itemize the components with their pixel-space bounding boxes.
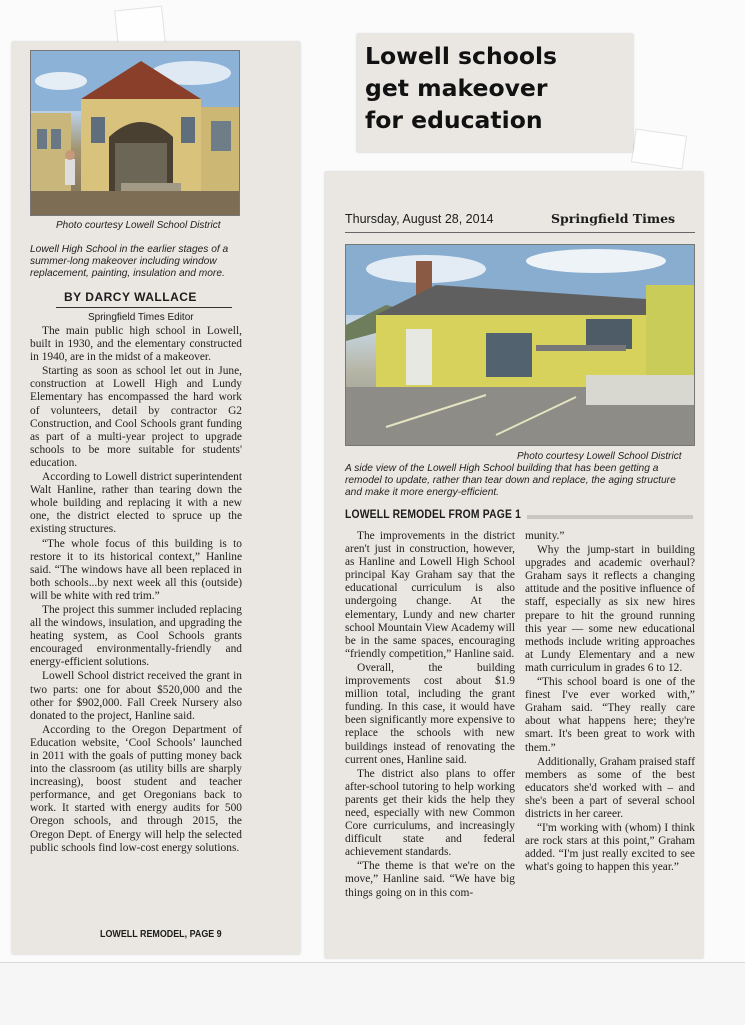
section-head: LOWELL REMODEL FROM PAGE 1	[345, 509, 522, 521]
paragraph: “This school board is one of the finest I've ever worked with,” Graham said. “They really care about what happens here; they're smart. It's been great to work with them.”	[525, 676, 695, 754]
paragraph: The district also plans to offer after-school tutoring to help working parents get their kids the help they need, especially with new Common Core curriculums, and increasingly difficult state and federal achievement standards.	[345, 767, 515, 859]
tape-piece	[631, 129, 687, 170]
photo-credit: Photo courtesy Lowell School District	[56, 220, 221, 231]
article-body-col2	[525, 530, 695, 875]
paragraph: Additionally, Graham praised staff members as some of the best educators she'd worked with – and she's been a part of several school districts in her career.	[525, 755, 695, 820]
paragraph: According to Lowell district superintendent Walt Hanline, rather than tearing down the whole building and replacing it with a new one, the district elected to spruce up the existing structures.	[30, 471, 242, 536]
photo-caption: A side view of the Lowell High School building that has been getting a remodel to update, rather than tear down and replace, the aging structure and make it more energy-efficient.	[345, 463, 676, 498]
headline	[365, 40, 629, 136]
article-body	[30, 325, 242, 856]
paragraph: The project this summer included replacing all the windows, insulation, and upgrading the heating system, as Cool Schools grants encouraged environmentally-friendly and energy-efficient solutions.	[30, 603, 242, 669]
headline-line: Lowell schools	[365, 42, 558, 70]
jump-line: LOWELL REMODEL, PAGE 9	[100, 928, 222, 940]
school-side-photo	[345, 244, 695, 446]
byline-title: Springfield Times Editor	[88, 312, 194, 323]
dateline: Thursday, August 28, 2014	[345, 212, 494, 226]
newspaper-name: Springfield Times	[551, 211, 676, 226]
paragraph: Overall, the building improvements cost about $1.9 million total, including the grant funding. In this case, it would have been significantly more expensive to replace the schools with new buildings instead of renovating the current ones, Hanline said.	[345, 661, 515, 766]
paragraph: According to the Oregon Department of Education website, ‘Cool Schools’ launched in 2011 with the goals of putting money back into the classroom (as utility bills are sharply increasing), boost student and teacher performance, and get Oregonians back to work. It started with energy audits for 500 Oregon schools, and through 2015, the Oregon Dept. of Energy will help the selected public schools find low-cost energy solutions.	[30, 723, 242, 854]
paragraph: “The theme is that we're on the move,” Hanline said. “We have big things going on in this com-	[345, 860, 515, 899]
section-rule	[527, 515, 693, 519]
headline-clipping	[357, 34, 633, 152]
byline-rule	[56, 307, 232, 308]
masthead-rule	[345, 232, 695, 233]
left-article-clipping	[12, 42, 300, 954]
scanner-margin	[0, 962, 745, 1025]
paragraph: “The whole focus of this building is to restore it to its historical context,” Hanline said. “The windows have all been replaced in both schools...by next week all this (outside) will be white with red trim.”	[30, 537, 242, 602]
paragraph: Why the jump-start in building upgrades and academic overhaul? Graham says it reflects a changing attitude and the positive influence of staff, especially as six new hires prepare to hit the ground running this year — some new educational methods include writing approaches at Lundy Elementary and a new math curriculum in grades 6 to 12.	[525, 544, 695, 674]
paragraph: Starting as soon as school let out in June, construction at Lowell High and Lundy Elementary has encompassed the hard work of volunteers, detail by contractor G2 Construction, and Cool Schools grant funding as part of a multi-year project to upgrade schools to be more suitable for students' education.	[30, 365, 242, 469]
photo-caption: Lowell High School in the earlier stages of a summer-long makeover including window replacement, painting, insulation and more.	[30, 244, 229, 279]
photo-credit: Photo courtesy Lowell School District	[517, 451, 682, 462]
byline: BY DARCY WALLACE	[64, 290, 197, 304]
school-front-photo	[30, 50, 240, 216]
headline-line: get makeover	[365, 74, 548, 102]
right-article-clipping	[325, 172, 703, 958]
paragraph: Lowell School district received the grant in two parts: one for about $520,000 and the other for $902,000. Fall Creek Nursery also donated to the project, Hanline said.	[30, 670, 242, 722]
headline-line: for education	[365, 106, 543, 134]
paragraph: The main public high school in Lowell, built in 1930, and the elementary constructed in 1940, are in the midst of a makeover.	[30, 325, 242, 364]
paragraph: munity.”	[525, 530, 565, 542]
paragraph: “I'm working with (whom) I think are rock stars at this point,” Graham added. “I'm just really excited to see what's going to happen this year.”	[525, 822, 695, 874]
article-body-col1	[345, 530, 515, 901]
paragraph: The improvements in the district aren't just in construction, however, as Hanline and Lowell High School principal Kay Graham say that the educational curriculum is also undergoing change. At the elementary, Lundy and new charter school Mountain View Academy will be in the same spaces, encouraging “friendly competition,” Hanline said.	[345, 530, 515, 660]
